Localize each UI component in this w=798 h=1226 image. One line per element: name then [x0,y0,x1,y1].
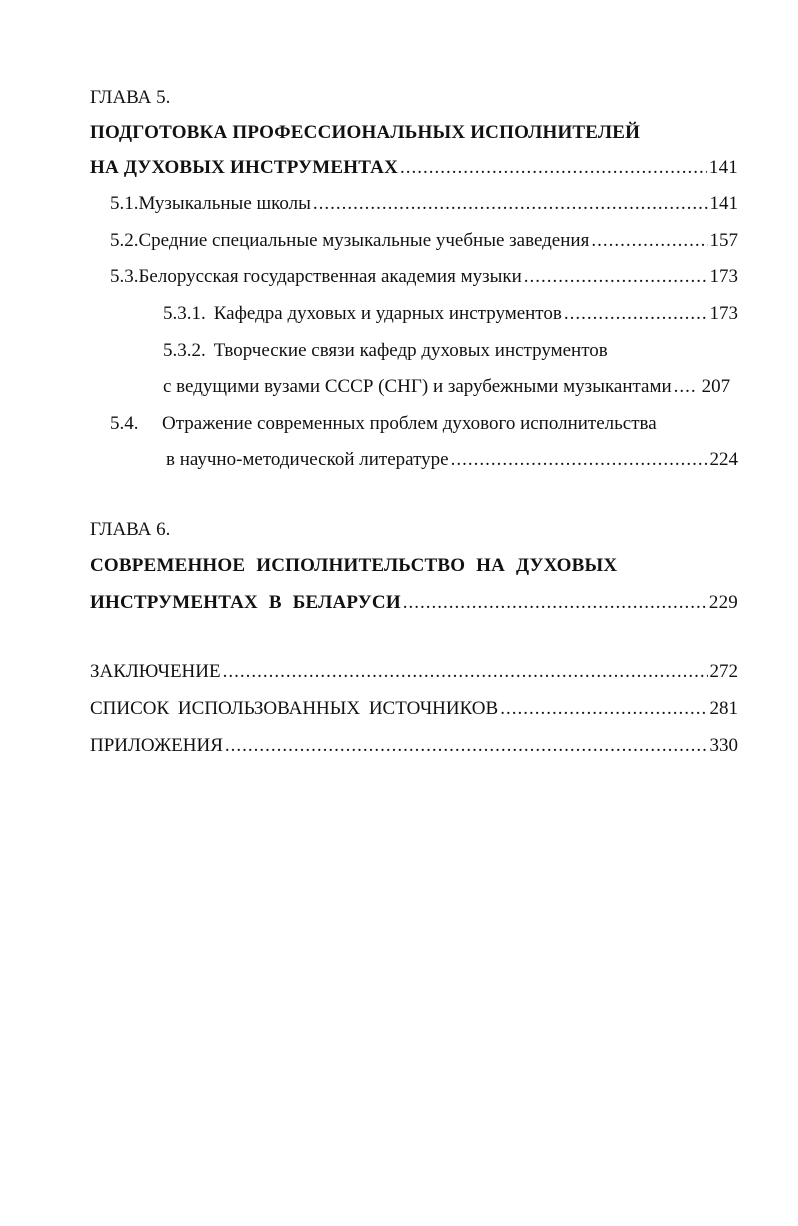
toc-entry-5-2 [110,229,738,253]
section-title: Отражение современных проблем духового исполнительства [162,413,657,434]
subsection-title: Творческие связи кафедр духовых инструментов [213,340,608,361]
section-page: 157 [709,230,738,251]
subsection-number: 5.3.1. [163,303,206,324]
section-title: Белорусская государственная академия музыки [138,266,522,287]
chapter-5-page: 141 [708,157,738,178]
leader-dots [223,660,708,684]
toc-entry-5-3 [110,265,738,289]
toc-entry-5-3-1 [163,302,738,326]
entry-title: ПРИЛОЖЕНИЯ [90,735,223,756]
section-number: 5.3. [110,266,139,287]
toc-entry-5-4-line2 [166,448,738,472]
toc-entry-5-3-2-line1 [163,339,608,363]
section-page: 141 [709,193,738,214]
chapter-5-title-line2: НА ДУХОВЫХ ИНСТРУМЕНТАХ [90,157,399,178]
leader-dots [451,448,708,472]
chapter-6-title-entry [90,591,738,615]
subsection-title-continued: с ведущими вузами СССР (СНГ) и зарубежными музыкантами [163,376,672,397]
chapter-5-title-line1: ПОДГОТОВКА ПРОФЕССИОНАЛЬНЫХ ИСПОЛНИТЕЛЕЙ [90,122,641,143]
entry-title: СПИСОК ИСПОЛЬЗОВАННЫХ ИСТОЧНИКОВ [90,698,499,719]
leader-dots [591,229,707,253]
subsection-page: 173 [709,303,738,324]
entry-title: ЗАКЛЮЧЕНИЕ [90,661,221,682]
toc-entry-5-3-2-line2 [163,375,738,399]
toc-entry-sources [90,697,738,721]
entry-page: 281 [709,698,738,719]
subsection-title: Кафедра духовых и ударных инструментов [213,303,562,324]
chapter-6-label: ГЛАВА 6. [90,519,171,540]
section-number: 5.2. [110,230,139,251]
chapter-6-title-line2: ИНСТРУМЕНТАХ В БЕЛАРУСИ [90,592,401,613]
chapter-5-title-entry [90,156,738,180]
toc-entry-conclusion [90,660,738,684]
chapter-6-title-line1: СОВРЕМЕННОЕ ИСПОЛНИТЕЛЬСТВО НА ДУХОВЫХ [90,555,618,576]
chapter-6-page: 229 [708,592,738,613]
section-page: 224 [709,449,738,470]
leader-dots [500,697,707,721]
leader-dots [524,265,708,289]
subsection-number: 5.3.2. [163,340,206,361]
section-number: 5.1. [110,193,139,214]
toc-entry-5-1 [110,192,738,216]
section-title-continued: в научно-методической литературе [166,449,449,470]
leader-dots [674,375,696,399]
entry-page: 272 [709,661,738,682]
chapter-5-label: ГЛАВА 5. [90,87,171,108]
section-page: 173 [709,266,738,287]
section-title: Средние специальные музыкальные учебные заведения [138,230,590,251]
subsection-page: 207 [701,376,731,397]
section-title: Музыкальные школы [138,193,311,214]
section-number: 5.4. [110,413,139,434]
toc-entry-appendices [90,734,738,758]
toc-entry-5-4-line1 [110,412,657,436]
leader-dots [225,734,708,758]
leader-dots [313,192,708,216]
entry-page: 330 [709,735,738,756]
leader-dots [403,591,707,615]
leader-dots [564,302,708,326]
leader-dots [400,156,707,180]
